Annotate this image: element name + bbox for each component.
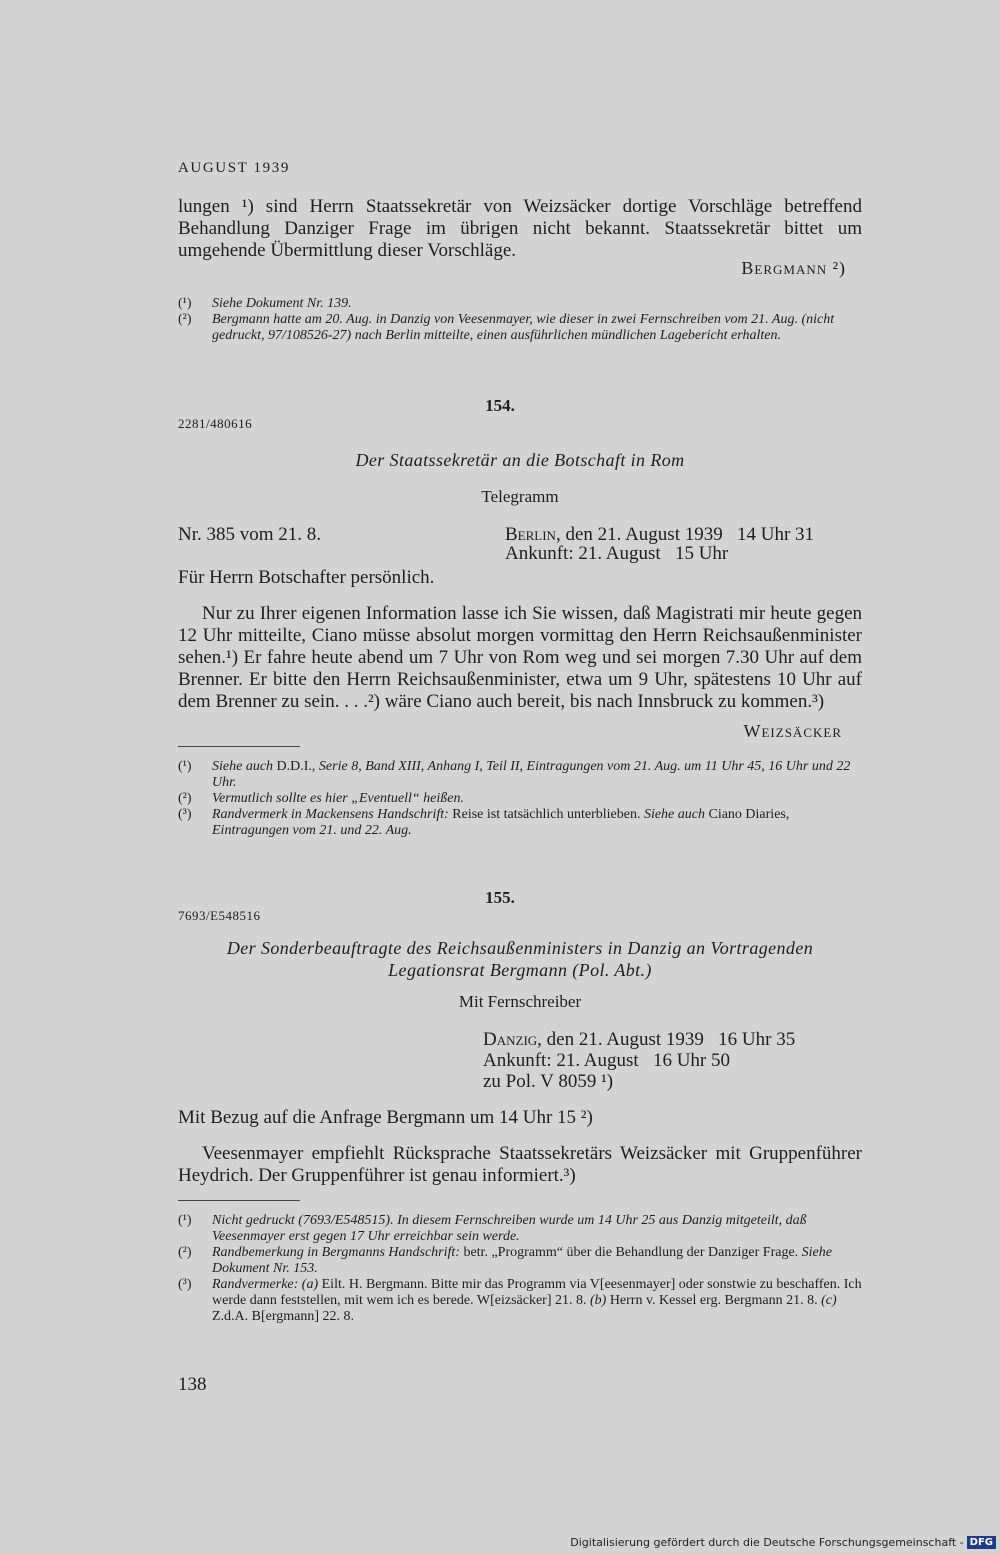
signature-weizsaecker: Weizsäcker	[743, 721, 842, 741]
footnote: (³) Randvermerk in Mackensens Handschrift: Reise ist tatsächlich unterblieben. Siehe auch Ciano Diaries, Eintragungen vom 21. und 22. Aug.	[178, 807, 790, 838]
signature-bergmann: Bergmann ²)	[741, 258, 846, 278]
document-type: Mit Fernschreiber	[458, 992, 582, 1011]
dateline: Danzig, den 21. August 1939 16 Uhr 35	[483, 1029, 796, 1050]
document-title: Der Sonderbeauftragte des Reichsaußenministers in Danzig an Vortragenden Legationsrat Bergmann (Pol. Abt.)	[226, 938, 814, 980]
footnote: (¹) Siehe auch D.D.I., Serie 8, Band XIII, Anhang I, Teil II, Eintragungen vom 21. Aug. um 11 Uhr 45, 16 Uhr und 22 Uhr.	[178, 759, 851, 790]
arrival-line: Ankunft: 21. August 16 Uhr 50	[483, 1050, 730, 1071]
footnote: (¹) Siehe Dokument Nr. 139.	[178, 296, 352, 311]
footnote: (²) Bergmann hatte am 20. Aug. in Danzig von Veesenmayer, wie dieser in zwei Fernschreiben vom 21. Aug. (nicht gedruckt, 97/108526-27) nach Berlin mitteilte, einen ausführlichen mündlichen Lagebericht erhalten.	[178, 312, 835, 343]
main-paragraph: Veesenmayer empfiehlt Rücksprache Staatssekretärs Weizsäcker mit Gruppenführer Heydrich. Der Gruppenführer ist genau informiert.³)	[178, 1143, 862, 1186]
footnote-rule	[178, 746, 300, 747]
running-head: AUGUST 1939	[178, 160, 290, 176]
continuation-paragraph: lungen ¹) sind Herrn Staatssekretär von Weizsäcker dortige Vorschläge betreffend Behandlung Danziger Frage im übrigen nicht bekannt. Staatssekretär bittet um umgehende Übermittlung dieser Vorschläge.	[178, 196, 862, 261]
dfg-logo: DFG	[967, 1536, 996, 1549]
reference-line: zu Pol. V 8059 ¹)	[483, 1071, 614, 1092]
document-number-154: 154.	[485, 396, 515, 415]
footnotes-block-154	[178, 759, 862, 839]
footnote: (²) Randbemerkung in Bergmanns Handschrift: betr. „Programm“ über die Behandlung der Danziger Frage. Siehe Dokument Nr. 153.	[178, 1245, 832, 1276]
reference-number: Nr. 385 vom 21. 8.	[178, 524, 322, 545]
page-number: 138	[178, 1374, 207, 1395]
footnotes-block-155	[178, 1213, 862, 1325]
dateline: Berlin, den 21. August 1939 14 Uhr 31	[505, 524, 815, 545]
dfg-notice-text: Digitalisierung gefördert durch die Deutsche Forschungsgemeinschaft -	[570, 1536, 964, 1549]
archive-number: 2281/480616	[178, 416, 253, 431]
footnote: (²) Vermutlich sollte es hier „Eventuell“ heißen.	[178, 791, 464, 806]
footnote: (¹) Nicht gedruckt (7693/E548515). In diesem Fernschreiben wurde um 14 Uhr 25 aus Danzig mitgeteilt, daß Veesenmayer erst gegen 17 Uhr erreichbar sein werde.	[178, 1213, 807, 1244]
salutation: Für Herrn Botschafter persönlich.	[178, 567, 435, 588]
document-number-155: 155.	[485, 888, 515, 907]
document-type: Telegramm	[481, 487, 559, 506]
footnote-rule	[178, 1200, 300, 1201]
archive-number: 7693/E548516	[178, 908, 261, 923]
dfg-notice	[570, 1536, 996, 1549]
arrival-line: Ankunft: 21. August 15 Uhr	[505, 543, 729, 564]
main-paragraph: Nur zu Ihrer eigenen Information lasse ich Sie wissen, daß Magistrati mir heute gegen 12 Uhr mitteilte, Ciano müsse absolut morgen vormittag den Herrn Reichsaußenminister sehen.¹) Er fahre heute abend um 7 Uhr von Rom weg und sei morgen 7.30 Uhr auf dem Brenner. Er bitte den Herrn Reichsaußenminister, etwa um 9 Uhr, spätestens 10 Uhr auf dem Brenner zu sein. . . .²) wäre Ciano auch bereit, bis nach Innsbruck zu kommen.³)	[178, 603, 862, 712]
footnotes-block-1	[178, 296, 862, 344]
reference-paragraph: Mit Bezug auf die Anfrage Bergmann um 14 Uhr 15 ²)	[178, 1107, 593, 1128]
document-title: Der Staatssekretär an die Botschaft in Rom	[355, 450, 685, 470]
footnote: (³) Randvermerke: (a) Eilt. H. Bergmann. Bitte mir das Programm via V[eesenmayer] oder sonstwie zu beschaffen. Ich werde dann feststellen, mit wem ich es berede. W[eizsäcker] 21. 8. (b) Herrn v. Kessel erg. Bergmann 21. 8. (c) Z.d.A. B[ergmann] 22. 8.	[178, 1277, 862, 1324]
